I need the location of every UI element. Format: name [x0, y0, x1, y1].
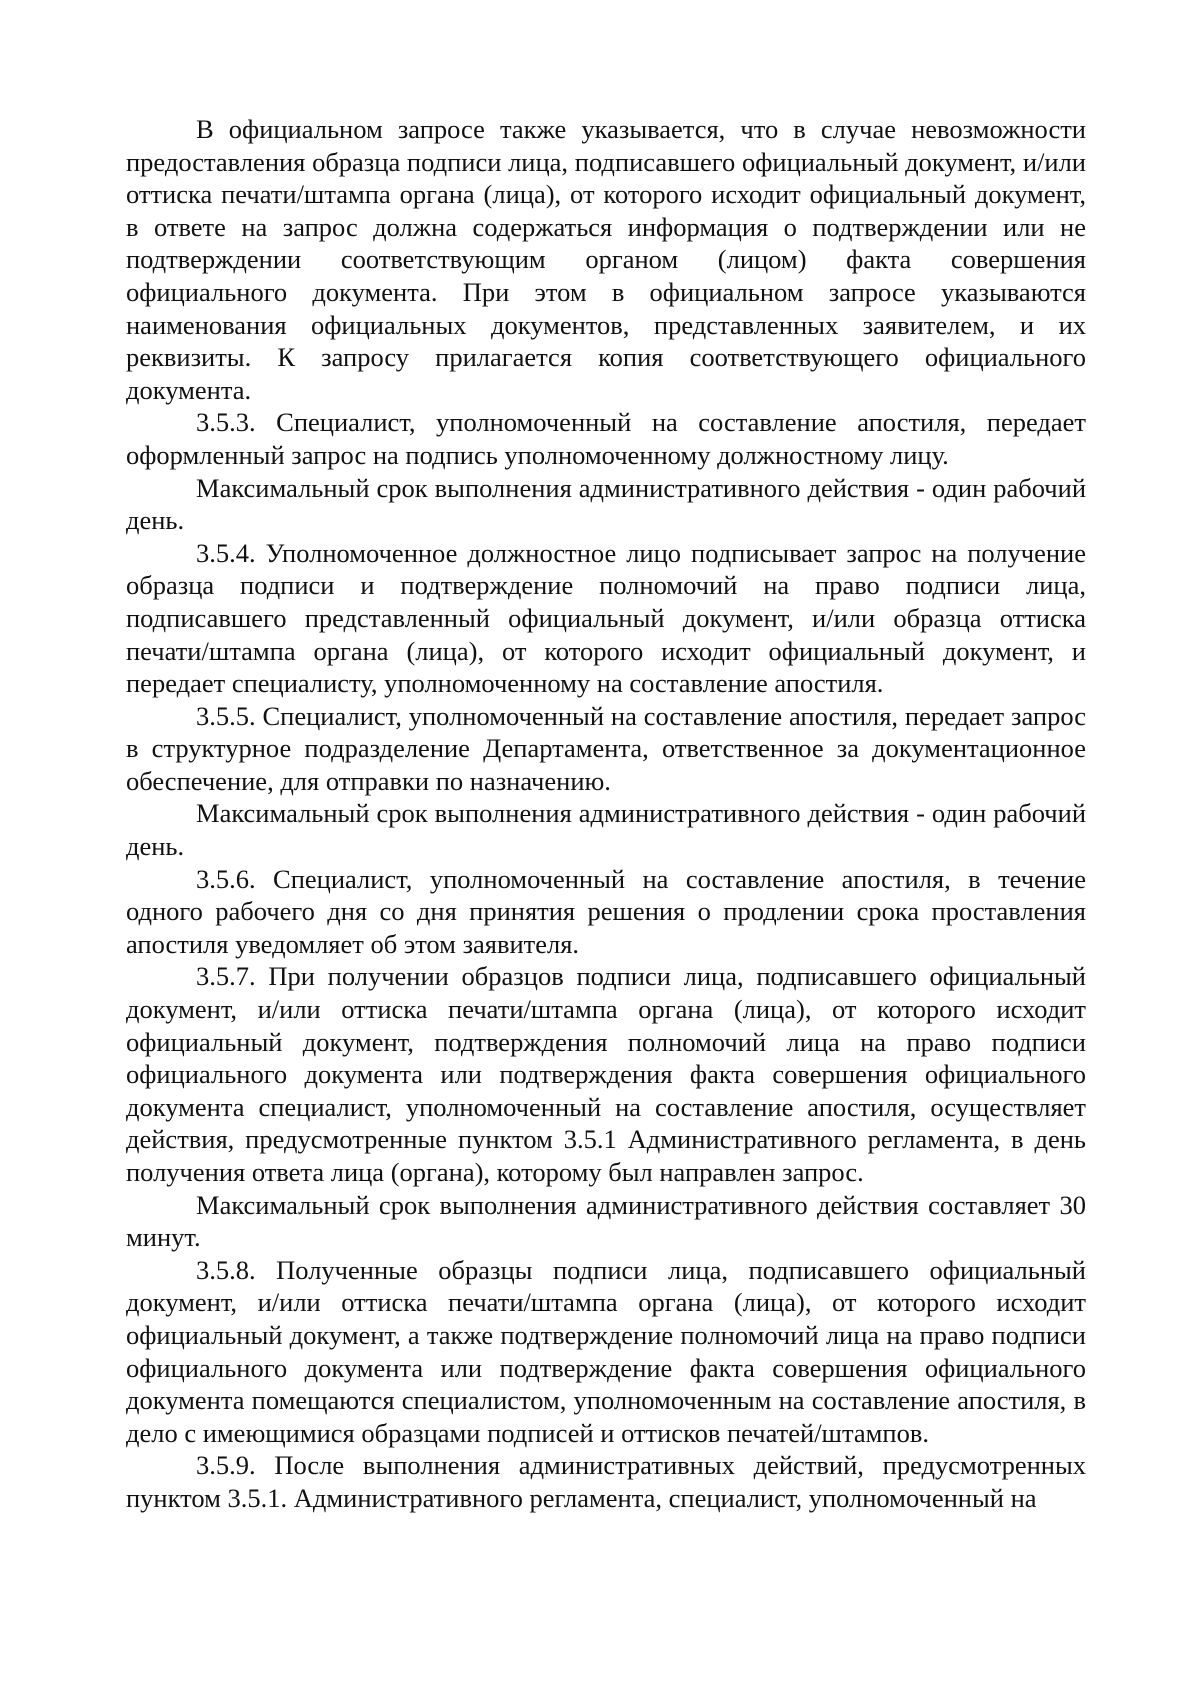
- paragraph-3-5-9: 3.5.9. После выполнения административных действий, предусмотренных пунктом 3.5.1. Административного регламента, специалист, уполномоченный на: [126, 1450, 1086, 1513]
- paragraph-max-term-1: Максимальный срок выполнения административного действия - один рабочий день.: [126, 472, 1086, 536]
- paragraph-3-5-7: 3.5.7. При получении образцов подписи лица, подписавшего официальный документ, и/или оттиска печати/штампа органа (лица), от которого исходит официальный документ, подтверждения полномочий лица на право подписи официального документа или подтверждения факта совершения официального документа специалист, уполномоченный на составление апостиля, осуществляет действия, предусмотренные пунктом 3.5.1 Административного регламента, в день получения ответа лица (органа), которому был направлен запрос.: [126, 961, 1086, 1187]
- paragraph-max-term-3: Максимальный срок выполнения административного действия составляет 30 минут.: [126, 1189, 1086, 1253]
- paragraph-official-request: В официальном запросе также указывается, что в случае невозможности предоставления образца подписи лица, подписавшего официальный документ, и/или оттиска печати/штампа органа (лица), от которого исходит официальный документ, в ответе на запрос должна содержаться информация о подтверждении или не подтверждении соответствующим органом (лицом) факта совершения официального документа. При этом в официальном запросе указываются наименования официальных документов, представленных заявителем, и их реквизиты. К запросу прилагается копия соответствующего официального документа.: [126, 114, 1086, 405]
- paragraph-3-5-5: 3.5.5. Специалист, уполномоченный на составление апостиля, передает запрос в структурное подразделение Департамента, ответственное за документационное обеспечение, для отправки по назначению.: [126, 700, 1086, 796]
- paragraph-3-5-3: 3.5.3. Специалист, уполномоченный на составление апостиля, передает оформленный запрос на подпись уполномоченному должностному лицу.: [126, 407, 1086, 470]
- document-page: [126, 113, 1086, 1515]
- paragraph-3-5-8: 3.5.8. Полученные образцы подписи лица, подписавшего официальный документ, и/или оттиска печати/штампа органа (лица), от которого исходит официальный документ, а также подтверждение полномочий лица на право подписи официального документа или подтверждение факта совершения официального документа помещаются специалистом, уполномоченным на составление апостиля, в дело с имеющимися образцами подписей и оттисков печатей/штампов.: [126, 1254, 1086, 1448]
- paragraph-max-term-2: Максимальный срок выполнения административного действия - один рабочий день.: [126, 798, 1086, 862]
- paragraph-3-5-6: 3.5.6. Специалист, уполномоченный на составление апостиля, в течение одного рабочего дня со дня принятия решения о продлении срока проставления апостиля уведомляет об этом заявителя.: [126, 863, 1086, 959]
- paragraph-3-5-4: 3.5.4. Уполномоченное должностное лицо подписывает запрос на получение образца подписи и подтверждение полномочий на право подписи лица, подписавшего представленный официальный документ, и/или образца оттиска печати/штампа органа (лица), от которого исходит официальный документ, и передает специалисту, уполномоченному на составление апостиля.: [126, 537, 1086, 699]
